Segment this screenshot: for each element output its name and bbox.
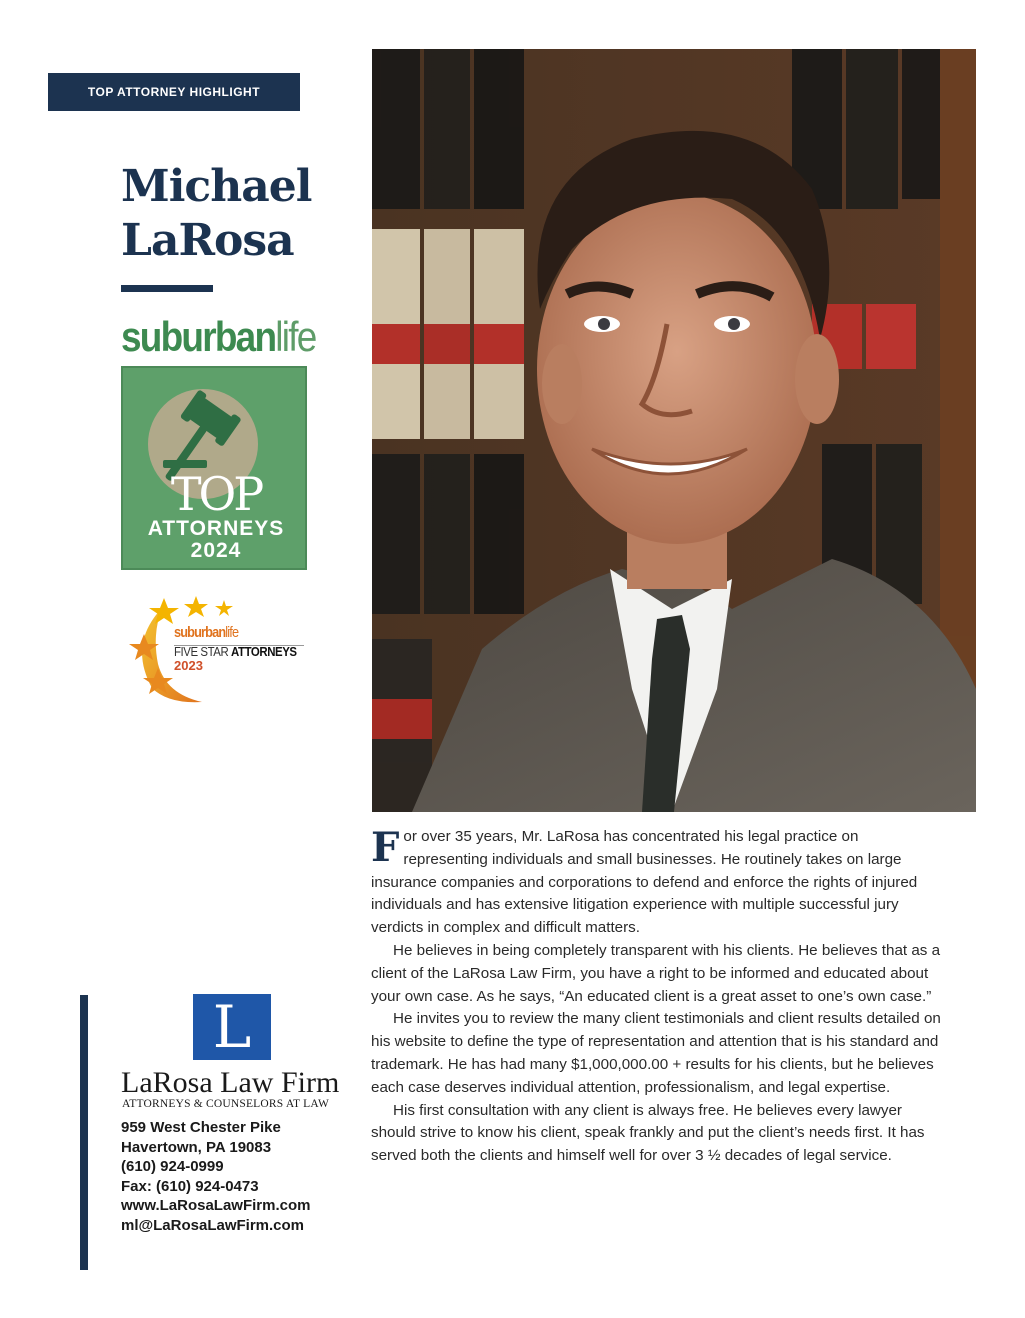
badge-attorneys-text: ATTORNEYS xyxy=(147,517,285,540)
badge-top-text: TOP xyxy=(170,467,262,521)
address-line1: 959 West Chester Pike xyxy=(121,1119,281,1136)
firm-contact xyxy=(121,1118,311,1235)
suburbanlife-logo-bold: suburban xyxy=(121,313,276,360)
attorney-portrait xyxy=(372,49,976,812)
five-star-brand-bold: suburban xyxy=(174,624,226,641)
five-star-title-part1: FIVE STAR xyxy=(174,644,232,659)
email-link[interactable]: ml@LaRosaLawFirm.com xyxy=(121,1216,305,1234)
five-star-brand-light: life xyxy=(225,624,239,641)
five-star-title xyxy=(174,644,297,659)
drop-cap: F xyxy=(371,824,400,871)
firm-tagline: ATTORNEYS & COUNSELORS AT LAW xyxy=(122,1098,329,1110)
attorney-name xyxy=(121,160,361,268)
five-star-attorneys-badge xyxy=(122,594,322,706)
suburbanlife-logo-light: life xyxy=(275,313,316,360)
section-banner: TOP ATTORNEY HIGHLIGHT xyxy=(48,73,300,111)
article-paragraph-1 xyxy=(371,826,946,940)
badge-year-text: 2024 xyxy=(190,539,242,562)
suburbanlife-logo xyxy=(121,312,316,362)
fax-number: Fax: (610) 924-0473 xyxy=(121,1177,259,1195)
article-paragraph-4: His first consultation with any client is always free. He believes every lawyer should strive to know his client, speak frankly and put the client’s needs first. It has served both the clients and himself well for over 3 ½ decades of legal service. xyxy=(371,1101,925,1165)
firm-logo: L xyxy=(193,994,271,1060)
five-star-year: 2023 xyxy=(174,658,203,673)
address-line2: Havertown, PA 19083 xyxy=(121,1138,272,1156)
article-paragraph-1-text: or over 35 years, Mr. LaRosa has concentrated his legal practice on representing individuals and small businesses. He routinely takes on large insurance companies and corporations to defend and enforce the rights of injured individuals and has extensive litigation experience with multiple successful jury verdicts in complex and difficult matters. xyxy=(371,828,918,937)
top-attorneys-badge xyxy=(121,366,307,570)
name-underline xyxy=(121,285,213,292)
attorney-first-name: Michael xyxy=(121,161,312,212)
article-body xyxy=(371,826,946,1168)
phone-number: (610) 924-0999 xyxy=(121,1158,224,1175)
article-paragraph-3: He invites you to review the many client testimonials and client results detailed on his website to define the type of representation and attention that is his standard and trademark. He has had many $1,000,000.00 + results for his clients, but he believes each case deserves individual attention, professionalism, and legal expertise. xyxy=(371,1010,941,1096)
five-star-brand xyxy=(174,624,238,641)
article-paragraph-2: He believes in being completely transparent with his clients. He believes that as a client of the LaRosa Law Firm, you have a right to be informed and educated about your own case. As he says, “An educated client is a great asset to one’s own case.” xyxy=(371,941,941,1005)
firm-name: LaRosa Law Firm xyxy=(121,1066,340,1099)
five-star-title-part2: ATTORNEYS xyxy=(231,644,297,659)
attorney-last-name: LaRosa xyxy=(121,215,294,266)
firm-accent-bar xyxy=(80,995,88,1270)
website-link[interactable]: www.LaRosaLawFirm.com xyxy=(121,1197,311,1214)
